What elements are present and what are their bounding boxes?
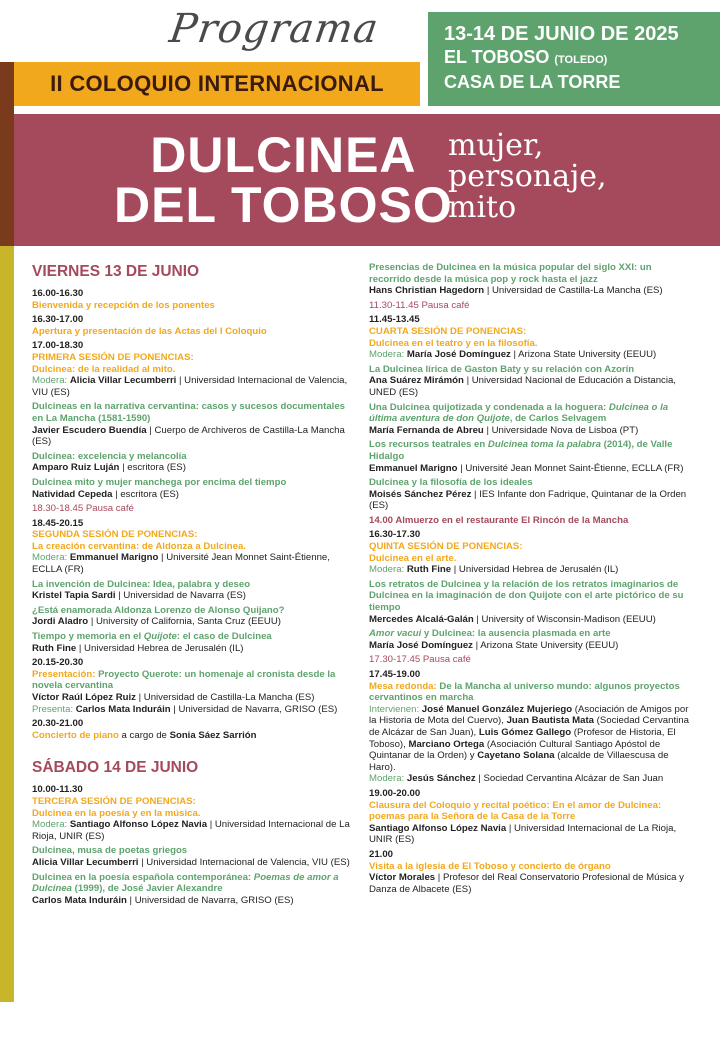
speaker-affiliation: | Cuerpo de Archiveros de Castilla-La Mancha (ES) — [32, 424, 345, 448]
paper-title — [32, 872, 354, 895]
paper-title-part: Una Dulcinea quijotizada y condenada a la hoguera: — [369, 401, 609, 413]
paper-title-part: , de Carlos Selvagem — [509, 413, 607, 425]
speaker-name: Hans Christian Hagedorn — [369, 285, 485, 297]
speaker-name: Natividad Cepeda — [32, 488, 113, 500]
paper-title-part: y Dulcinea: la ausencia plasmada en arte — [421, 628, 611, 640]
moderator — [369, 349, 695, 361]
session-theme: Dulcinea en la poesía y en la música. — [32, 807, 201, 819]
time-slot: 20.15-20.30 — [32, 657, 84, 669]
speaker-name: Ruth Fine — [32, 642, 77, 654]
event-welcome: Bienvenida y recepción de los ponentes — [32, 299, 215, 311]
moderator-label: Modera: — [32, 375, 68, 387]
speaker-name: María Fernanda de Abreu — [369, 424, 484, 436]
event-venue: CASA DE LA TORRE — [444, 72, 621, 92]
participant-name: José Manuel González Mujeriego — [419, 703, 573, 715]
moderator-affiliation: | Arizona State University (EEUU) — [510, 349, 657, 361]
participant-name: Marciano Ortega — [408, 738, 485, 750]
event-dates: 13-14 DE JUNIO DE 2025 — [444, 23, 679, 45]
moderator-label: Modera: — [32, 819, 68, 831]
presentation-title: Proyecto Querote: un homenaje al cronista desde la novela cervantina — [32, 668, 336, 692]
paper-title-part: Tiempo y memoria en el — [32, 631, 144, 643]
time-slot: 10.00-11.30 — [32, 784, 83, 796]
speaker-affiliation: | Universidad de Castilla-La Mancha (ES) — [135, 692, 315, 703]
speaker-affiliation: | Universidad de Navarra (ES) — [115, 590, 246, 602]
program-left-column — [32, 262, 354, 909]
paper-title: Presencias de Dulcinea en la música popular del siglo XXI: un recorrido desde la música pop y rock hasta el jazz — [369, 262, 652, 285]
event-region: (TOLEDO) — [554, 54, 608, 66]
paper-title — [369, 628, 695, 640]
presentation-label: Presentación: — [32, 668, 96, 680]
title-banner — [14, 114, 720, 246]
presenter — [32, 704, 354, 716]
closing-event: Clausura del Coloquio y recital poético: En el amor de Dulcinea: poemas para la Señora de la Casa de la Torre — [369, 799, 662, 823]
speaker — [32, 489, 354, 501]
presenter-label: Presenta: — [32, 703, 74, 715]
speaker-affiliation: | Universidad Internacional de La Rioja, UNIR (ES) — [369, 822, 677, 846]
session-theme: Dulcinea: de la realidad al mito. — [32, 363, 176, 375]
speaker-name: Víctor Raúl López Ruiz — [32, 692, 136, 703]
speaker-affiliation: | Universidad Nacional de Educación a Distancia, UNED (ES) — [369, 375, 676, 398]
participant-name: Luis Gómez Gallego — [478, 726, 572, 738]
speaker-name: Carlos Mata Induráin — [32, 894, 127, 906]
paper-title: Dulcinea mito y mujer manchega por encima del tiempo — [32, 476, 287, 488]
speaker — [369, 375, 695, 398]
session-heading: QUINTA SESIÓN DE PONENCIAS: — [369, 541, 523, 553]
speaker-affiliation: | Universidade Nova de Lisboa (PT) — [483, 424, 639, 436]
speaker-name: Kristel Tapia Sardi — [32, 590, 116, 602]
paper-title-part: (2014), de Valle Hidalgo — [369, 439, 673, 462]
coffee-break: 18.30-18.45 Pausa café — [32, 503, 134, 515]
moderator-name: Ruth Fine — [406, 564, 452, 576]
moderator — [32, 819, 354, 842]
moderator — [32, 375, 354, 398]
moderator-label: Modera: — [369, 564, 405, 576]
speaker — [369, 823, 695, 846]
subtitle — [448, 130, 607, 223]
main-title-line2: DEL TOBOSO — [114, 177, 453, 233]
participant-affiliation: (Profesor de Historia, El Toboso), — [369, 726, 676, 750]
round-table-label: Mesa redonda: — [369, 680, 437, 692]
moderator-affiliation: | Universidad Internacional de Valencia, VIU (ES) — [32, 375, 348, 398]
moderator-name: Alicia Villar Lecumberri — [69, 375, 177, 387]
speaker-affiliation: | Universidad de Navarra, GRISO (ES) — [126, 894, 294, 906]
speaker-affiliation: | Profesor del Real Conservatorio Profesional de Música y Danza de Albacete (ES) — [369, 872, 684, 895]
speaker — [369, 872, 695, 895]
speaker-name: Víctor Morales — [369, 872, 436, 884]
paper-title-part: (1999), de José Javier Alexandre — [72, 883, 223, 895]
paper-title: Dulcineas en la narrativa cervantina: casos y sucesos documentales en La Mancha (1581-1590) — [32, 401, 346, 424]
coffee-break: 17.30-17.45 Pausa café — [369, 654, 471, 666]
speaker-affiliation: | Universidad de Castilla-La Mancha (ES) — [484, 285, 663, 297]
paper-title: Dulcinea y la filosofía de los ideales — [369, 477, 533, 489]
time-slot: 20.30-21.00 — [32, 718, 84, 730]
speaker-affiliation: | IES Infante don Fadrique, Quintanar de la Orden (ES) — [369, 488, 687, 512]
speaker-affiliation: | University of Wisconsin-Madison (EEUU) — [473, 613, 656, 625]
paper-title-italic: Poemas de amor a Dulcinea — [32, 871, 339, 895]
participant-name: Cayetano Solana — [477, 750, 555, 762]
round-table — [369, 681, 695, 704]
speaker-name: Mercedes Alcalá-Galán — [369, 613, 474, 625]
time-slot: 16.30-17.30 — [369, 529, 421, 541]
speaker — [32, 692, 354, 704]
subtitle-line1: mujer, — [448, 128, 544, 163]
session-theme: La creación cervantina: de Aldonza a Dulcinea. — [32, 540, 246, 552]
session-heading: TERCERA SESIÓN DE PONENCIAS: — [32, 795, 196, 807]
concert-text: a cargo de — [118, 729, 170, 741]
speaker-affiliation: | University of California, Santa Cruz (EEUU) — [88, 616, 281, 628]
paper-title-italic: Dulcinea toma la palabra — [487, 439, 601, 451]
speaker-name: Ana Suárez Mirámón — [369, 375, 464, 387]
speaker — [369, 489, 695, 512]
program-right-column — [369, 262, 695, 898]
speaker-name: Emmanuel Marigno — [369, 462, 458, 474]
time-slot: 21.00 — [369, 848, 394, 860]
speaker-affiliation: | Universidad Hebrea de Jerusalén (IL) — [76, 642, 244, 654]
presenter-affiliation: | Universidad de Navarra, GRISO (ES) — [170, 703, 338, 715]
speaker — [369, 285, 695, 297]
day-heading-saturday: SÁBADO 14 DE JUNIO — [32, 759, 199, 777]
moderator-name: Santiago Alfonso López Navia — [69, 819, 208, 831]
speaker — [32, 643, 354, 655]
time-slot: 18.45-20.15 — [32, 517, 84, 529]
paper-title-italic: Quijote — [143, 631, 177, 643]
moderator-affiliation: | Universidad Internacional de La Rioja, UNIR (ES) — [32, 819, 350, 842]
coffee-break: 11.30-11.45 Pausa café — [369, 299, 470, 311]
speaker-name: Javier Escudero Buendía — [32, 424, 147, 436]
time-slot: 16.00-16.30 — [32, 288, 84, 299]
moderator-affiliation: | Université Jean Monnet Saint-Étienne, ECLLA (FR) — [32, 552, 330, 576]
paper-title-part: Dulcinea en la poesía española contemporánea: — [32, 871, 254, 883]
coloquio-banner: II COLOQUIO INTERNACIONAL — [14, 62, 420, 106]
time-slot: 19.00-20.00 — [369, 787, 421, 799]
event-info-box — [428, 12, 720, 106]
speaker — [32, 425, 354, 448]
paper-title-part: Los recursos teatrales en — [369, 439, 488, 451]
paper-title — [369, 439, 695, 462]
speaker-affiliation: | escritora (ES) — [112, 488, 179, 500]
paper-title-italic: Amor vacui — [369, 628, 422, 640]
paper-title: Dulcinea: excelencia y melancolía — [32, 450, 187, 462]
subtitle-line3: mito — [448, 190, 517, 225]
speaker-name: Santiago Alfonso López Navia — [369, 822, 507, 834]
moderator-label: Modera: — [369, 773, 405, 785]
speaker-affiliation: | Université Jean Monnet Saint-Étienne, ECLLA (FR) — [457, 462, 684, 474]
participants — [369, 704, 695, 774]
moderator-name: Emmanuel Marigno — [69, 552, 159, 564]
speaker — [32, 590, 354, 602]
paper-title: Los retratos de Dulcinea y la relación de los retratos imaginarios de Dulcinea en la imaginación de don Quijote con el arte pictórico de su tiempo — [369, 578, 684, 614]
speaker-affiliation: | Universidad Internacional de Valencia, VIU (ES) — [138, 856, 350, 868]
main-title-line1: DULCINEA — [150, 127, 417, 183]
event-town: EL TOBOSO — [444, 47, 550, 67]
moderator — [32, 552, 354, 575]
event-place — [444, 46, 720, 71]
speaker-name: Moisés Sánchez Pérez — [369, 488, 472, 500]
time-slot: 16.30-17.00 — [32, 314, 84, 326]
moderator-affiliation: | Universidad Hebrea de Jerusalén (IL) — [451, 564, 619, 576]
participant-affiliation: (Asociación Cultural Santiago Apóstol de Quintanar de la Orden) y — [369, 738, 661, 762]
event-opening: Apertura y presentación de las Actas del I Coloquio — [32, 325, 267, 337]
session-heading: CUARTA SESIÓN DE PONENCIAS: — [369, 325, 527, 337]
speaker — [32, 895, 354, 907]
speaker — [369, 614, 695, 626]
moderator — [369, 773, 695, 785]
speaker-name: Amparo Ruiz Luján — [32, 462, 120, 474]
session-heading: PRIMERA SESIÓN DE PONENCIAS: — [32, 351, 194, 363]
participant-affiliation: (Asociación de Amigos por la Historia de Mota del Cuervo), — [369, 703, 689, 727]
lunch: 14.00 Almuerzo en el restaurante El Rincón de la Mancha — [369, 514, 629, 526]
paper-title: La Dulcinea lírica de Gaston Baty y su relación con Azorín — [369, 363, 635, 375]
speaker — [32, 462, 354, 474]
speaker-affiliation: | Arizona State University (EEUU) — [472, 639, 619, 651]
moderator-affiliation: | Sociedad Cervantina Alcázar de San Juan — [475, 773, 664, 785]
speaker — [32, 616, 354, 628]
moderator — [369, 564, 695, 576]
participant-affiliation: (Sociedad Cervantina de Alcázar de San Juan), — [369, 715, 689, 738]
time-slot: 11.45-13.45 — [369, 314, 420, 326]
concert-label: Concierto de piano — [32, 729, 119, 741]
speaker-name: Alicia Villar Lecumberri — [32, 856, 139, 868]
left-accent-bar-brown — [0, 62, 14, 246]
speaker-affiliation: | escritora (ES) — [119, 462, 186, 474]
presenter-name: Carlos Mata Induráin — [73, 703, 171, 715]
participants-label: Intervienen: — [369, 703, 420, 715]
participant-name: Juan Bautista Mata — [506, 715, 595, 727]
moderator-label: Modera: — [32, 552, 68, 564]
day-heading-friday: VIERNES 13 DE JUNIO — [32, 263, 200, 280]
left-accent-bar-gold — [0, 246, 14, 1002]
paper-title: Dulcinea, musa de poetas griegos — [32, 845, 188, 857]
paper-title-part: : el caso de Dulcinea — [176, 631, 272, 643]
speaker-name: Jordi Aladro — [32, 616, 89, 628]
moderator-label: Modera: — [369, 349, 405, 361]
moderator-name: Jesús Sánchez — [404, 773, 476, 785]
paper-title: ¿Está enamorada Aldonza Lorenzo de Alonso Quijano? — [32, 604, 285, 616]
time-slot: 17.00-18.30 — [32, 340, 84, 352]
speaker-name: María José Domínguez — [369, 639, 473, 651]
session-heading: SEGUNDA SESIÓN DE PONENCIAS: — [32, 529, 198, 541]
speaker — [32, 857, 354, 869]
time-slot: 17.45-19.00 — [369, 669, 421, 680]
book-presentation — [32, 669, 354, 692]
participant-affiliation: (alcalde de Villaescusa de Haro). — [369, 750, 669, 773]
speaker — [369, 463, 695, 475]
moderator-name: María José Domínguez — [406, 349, 511, 361]
paper-title — [32, 631, 354, 643]
session-theme: Dulcinea en el teatro y en la filosofía. — [369, 337, 538, 349]
pianist-name: Sonia Sáez Sarrión — [169, 729, 257, 741]
subtitle-line2: personaje, — [448, 159, 607, 194]
main-title — [114, 127, 453, 233]
paper-title — [369, 402, 695, 425]
speaker — [369, 640, 695, 652]
programa-script-title: Programa — [166, 6, 382, 52]
round-table-title: De la Mancha al universo mundo: algunos proyectos cervantinos en marcha — [369, 680, 680, 704]
piano-concert — [32, 730, 354, 742]
session-theme: Dulcinea en el arte. — [369, 552, 457, 564]
paper-title-italic: Dulcinea o la última aventura de don Quijote — [369, 401, 669, 425]
paper-title: La invención de Dulcinea: Idea, palabra y deseo — [32, 578, 251, 590]
church-visit: Visita a la iglesia de El Toboso y concierto de órgano — [369, 860, 611, 872]
speaker — [369, 425, 695, 437]
